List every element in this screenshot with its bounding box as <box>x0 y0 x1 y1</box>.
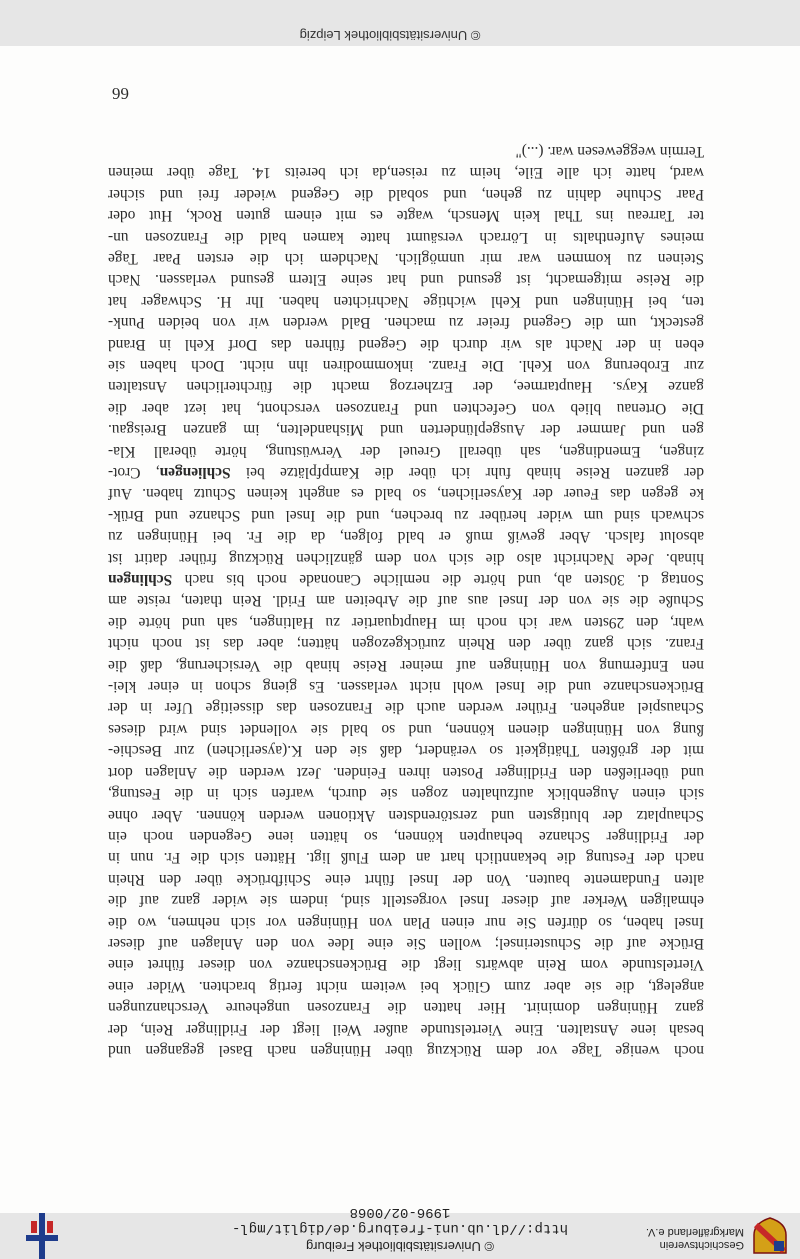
bold-place-name: Schliengen <box>159 464 231 482</box>
text-line: Sontag d. 30sten ab, und hörte die nemliche Canonade noch bis nach Schlingen <box>108 571 704 589</box>
text-line: die Reise mitgemacht, ist gesund und hat seine Eltern gesund verlassen. Nach <box>108 271 704 289</box>
text-line: Paar Schuhe dahin zu gehen, und sobald die Gegend wieder frei und sicher <box>108 185 704 203</box>
text-line: Insel haben, so dürfen Sie nur einen Plan von Hüningen vor sich nehmen, wo die <box>108 913 704 931</box>
crest-name-line2: Markgräflerland e.V. <box>645 1226 744 1238</box>
text-line: Schauspiel angehen. Früher werden auch die Franzosen das disseitige Ufer in der <box>108 699 704 717</box>
text-line: meines Aufenthalts in Lörrach versäumt hatte kamen bald die Franzosen un- <box>108 228 704 246</box>
text-line: nach der Festung die bekanntlich hart an dem Fluß ligt. Hätten sich die Fr. nun in <box>108 849 704 867</box>
text-line: Brückenschanze und die Insel wohl nicht verlassen. Es gieng schon in einer klei- <box>108 678 704 696</box>
text-line: nen Entfernung von Hüningen auf meiner Reise hinab die Versicherung, daß die <box>108 656 704 674</box>
text-line: ganz Hüningen dominirt. Hier hatten die Franzosen ungeheure Verschanzungen <box>108 999 704 1017</box>
text-line: ehmaligen Werker auf dieser Insel vorgestellt sind, indem sie wider ganz auf die <box>108 892 704 910</box>
text-line: besah iene Anstalten. Eine Viertelstunde außer Weil liegt der Fridlinger Rein, der <box>108 1020 704 1038</box>
text-line: der Fridlinger Schanze behaupten können, so hätten iene Gegenden noch ein <box>108 827 704 845</box>
text-line: mit der größten Thätigkeit so verändert, daß sie den K.(ayserlichen) zur Beschie- <box>108 742 704 760</box>
footer-copyright: © Universitätsbibliothek Leipzig <box>299 28 481 43</box>
text-line: ganze Kays. Hauptarmee, der Erzherzog macht die fürchterlichen Anstalten <box>108 378 704 396</box>
library-logo-icon <box>22 1213 62 1259</box>
text-line: ten, bei Hüningen und Kehl wichtige Nachrichten haben. Ihr H. Schwager hat <box>108 292 704 310</box>
text-line: eben in der Nacht als wir durch die Gegend führen das Dorf Kehl in Brand <box>108 335 704 353</box>
text-line: schwach sind um wider herüber zu brechen, und die Insel und Schanze und Brük- <box>108 506 704 524</box>
text-line: absolut falsch. Aber gewiß muß er bald folgen, da die Fr. bei Hüningen zu <box>108 528 704 546</box>
permalink-url[interactable]: http://dl.ub.uni-freiburg.de/diglit/mgl-1996-02/0068 <box>231 1204 569 1236</box>
text-line: wahr, den 29sten war ich noch im Hauptquartier zu Haltingen, sah und hörte die <box>108 613 704 631</box>
bold-place-name: Schlingen <box>108 571 173 589</box>
text-line: angelegt, die sie aber zum Glück bei weitem nicht fertig brachten. Wider eine <box>108 977 704 995</box>
page-number: 66 <box>112 84 129 103</box>
text-line: Die Ortenau blieb von Gefechten und Franzosen verschont, hat iezt aber die <box>108 399 704 417</box>
text-line: zur Eroberung von Kehl. Die Franz. inkommodiren ihn nicht. Doch haben sie <box>108 357 704 374</box>
crest-name-line1: Geschichtsverein <box>659 1239 744 1251</box>
text-line: Termin weggewesen war. (...)" <box>515 142 704 160</box>
text-lines <box>108 141 704 1061</box>
header-copyright: © Universitätsbibliothek Freiburg <box>305 1239 495 1254</box>
text-line: ßung von Hüningen dienen können, und so bald sie vollendet sind wird dieses <box>108 720 704 738</box>
text-line: Steinen zu kommen war mir unmöglich. Nachdem ich die ersten Paar Tage <box>108 249 704 267</box>
text-line: gen und Jammer der Ausgeplünderten und Mishandelten, im ganzen Breisgau. <box>108 421 704 439</box>
header-bar <box>0 1204 800 1259</box>
text-line: und überließen den Fridlinger Posten ihren Feinden. Jezt werden die Anlagen dort <box>108 763 704 781</box>
document-page <box>108 84 704 1061</box>
text-line: Brücke auf die Schusterinsel; wollen Sie eine Idee von den Anlagen auf dieser <box>108 934 704 952</box>
text-line: gesteckt, um die Gegend freier zu machen. Bald werden wir von beiden Punk- <box>108 314 704 332</box>
crest-name <box>644 1225 744 1251</box>
text-line: Franz. sich ganz über den Rhein zurückgezogen hätten; aber das ist noch nicht <box>108 635 704 653</box>
crest-logo-icon <box>752 1217 788 1255</box>
text-line: ward, hatte ich alle Eile, heim zu reisen,da ich bereits 14. Tage über meinen <box>108 164 704 182</box>
text-line: sich einen Augenblick aufzuhalten zogen sie durch, warfen sich in die Festung, <box>108 785 704 803</box>
text-line: alten Fundamente bauten. Von der Insel führt eine Schifbrücke über den Rhein <box>108 870 704 888</box>
text-line: noch wenige Tage vor dem Rückzug über Hüningen nach Basel gegangen und <box>108 1042 704 1059</box>
text-line: der ganzen Reise hinab fuhr ich über die Kampfplätze bei Schliengen, Crot- <box>108 464 704 482</box>
text-line: ke gegen das Feuer der Kayserlichen, so bald es angeht keinen Schutz haben. Auf <box>108 485 704 503</box>
text-line: zingen, Emendingen, sah überall Greuel der Verwüstung, hörte überall Kla- <box>108 442 704 460</box>
text-line: Viertelstunde vom Rein abwärts liegt die Brückenschanze von dieser führet eine <box>108 956 704 974</box>
text-line: ter Tarreau ins Thal kein Mensch, wagte es mit einem guten Rock, Hut oder <box>108 207 704 225</box>
text-line: hinab. Jede Nachricht also die sich von dem gänzlichen Rückzug früher datirt ist <box>108 549 704 567</box>
text-line: Schauplatz der blutigsten und zerstörendsten Aktionen werden können. Aber ohne <box>108 806 704 824</box>
text-line: Schuße die sie von der Insel aus auf die Arbeiten am Fridl. Rein thaten, reiste am <box>108 592 704 610</box>
body-text <box>108 141 704 1061</box>
footer-bar <box>0 0 800 46</box>
